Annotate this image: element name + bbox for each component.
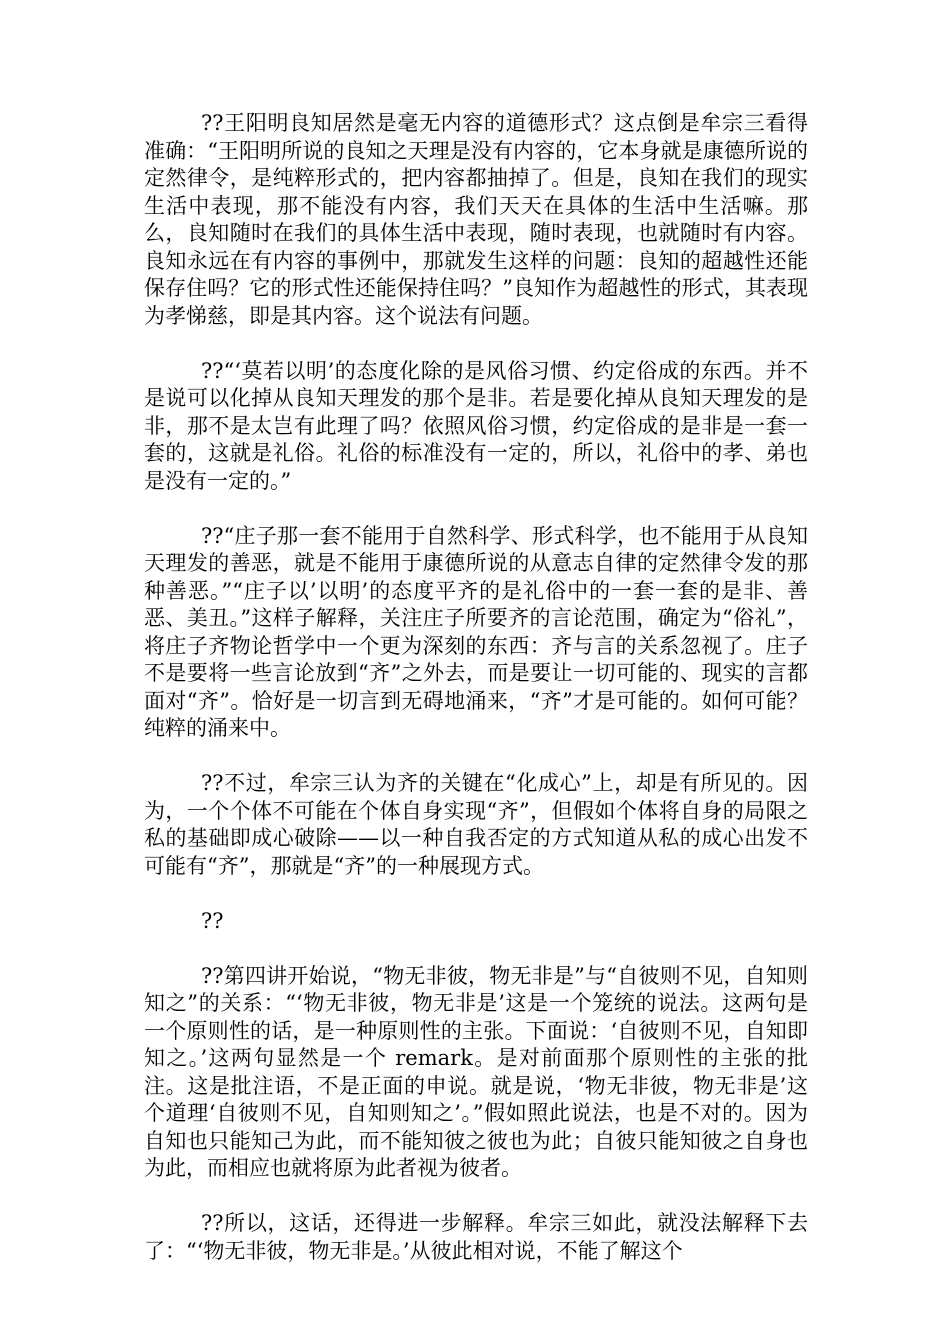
paragraph-6: ??第四讲开始说，“物无非彼，物无非是”与“自彼则不见，自知则知之”的关系：“‘物无非彼，物无非是’这是一个笼统的说法。这两句是一个原则性的话，是一种原则性的主张。下面说：‘自彼则不见，自知即知之。’这两句显然是一个 remark。是对前面那个原则性的主张的批注。这是批注语，不是正面的申说。就是说，‘物无非彼，物无非是’这个道理‘自彼则不见，自知则知之’。”假如照此说法，也是不对的。因为自知也只能知己为此，而不能知彼之彼也为此；自彼只能知彼之自身也为此，而相应也就将原为此者视为彼者。 (144, 963, 808, 1180)
paragraph-5: ?? (201, 908, 224, 933)
paragraph-1: ??王阳明良知居然是毫无内容的道德形式？这点倒是牟宗三看得准确：“王阳明所说的良知之天理是没有内容的，它本身就是康德所说的定然律令，是纯粹形式的，把内容都抽掉了。但是，良知在我们的现实生活中表现，那不能没有内容，我们天天在具体的生活中生活嘛。那么，良知随时在我们的具体生活中表现，随时表现，也就随时有内容。良知永远在有内容的事例中，那就发生这样的问题：良知的超越性还能保存住吗？它的形式性还能保持住吗？”良知作为超越性的形式，其表现为孝悌慈，即是其内容。这个说法有问题。 (144, 111, 808, 328)
document-body (144, 110, 808, 1293)
paragraph-4: ??不过，牟宗三认为齐的关键在“化成心”上，却是有所见的。因为，一个个体不可能在个体自身实现“齐”，但假如个体将自身的局限之私的基础即成心破除——以一种自我否定的方式知道从私的成心出发不可能有“齐”，那就是“齐”的一种展现方式。 (144, 771, 808, 878)
paragraph-7: ??所以，这话，还得进一步解释。牟宗三如此，就没法解释下去了：“‘物无非彼，物无非是。’从彼此相对说，不能了解这个 (144, 1211, 808, 1263)
paragraph-3: ??“庄子那一套不能用于自然科学、形式科学，也不能用于从良知天理发的善恶，就是不能用于康德所说的从意志自律的定然律令发的那种善恶。”“庄子以’以明’的态度平齐的是礼俗中的一套一套的是非、善恶、美丑。”这样子解释，关注庄子所要齐的言论范围，确定为“俗礼”，将庄子齐物论哲学中一个更为深刻的东西：齐与言的关系忽视了。庄子不是要将一些言论放到“齐”之外去，而是要让一切可能的、现实的言都面对“齐”。恰好是一切言到无碍地涌来，“齐”才是可能的。如何可能？纯粹的涌来中。 (144, 523, 808, 740)
paragraph-2: ??“‘莫若以明’的态度化除的是风俗习惯、约定俗成的东西。并不是说可以化掉从良知天理发的那个是非。若是要化掉从良知天理发的是非，那不是太岂有此理了吗？依照风俗习惯，约定俗成的是非是一套一套的，这就是礼俗。礼俗的标准没有一定的，所以，礼俗中的孝、弟也是没有一定的。” (144, 358, 808, 493)
